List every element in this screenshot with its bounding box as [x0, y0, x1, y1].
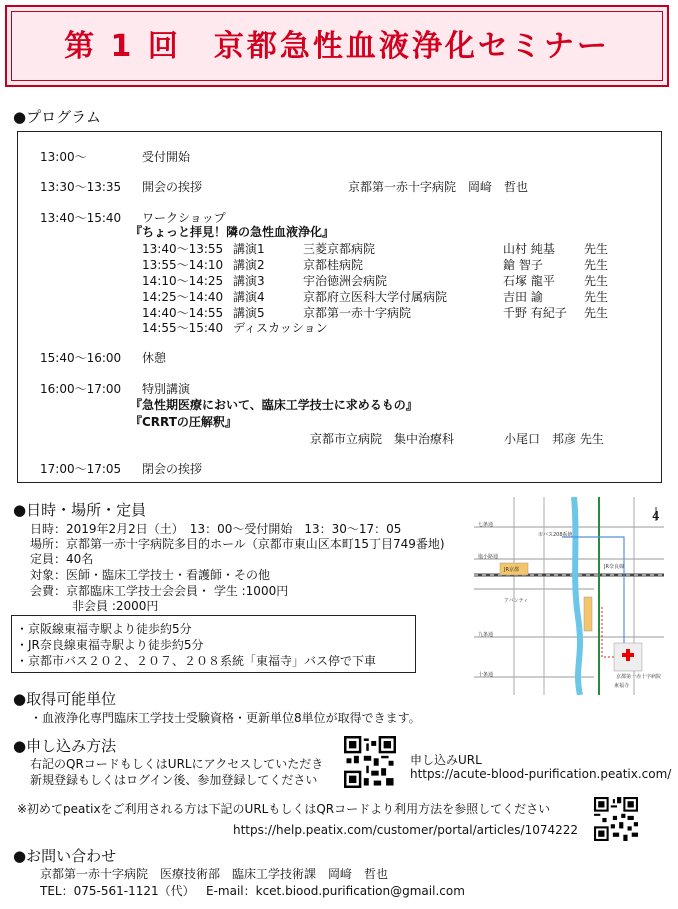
compass-north-icon: 4 — [652, 509, 660, 523]
workshop-title: 『ちょっと拝見！隣の急性血液浄化』 — [130, 225, 335, 239]
apply-line-1: 右記のQRコードもしくはURLにアクセスしていただき — [30, 757, 324, 771]
apply-url-label: 申し込みURL — [410, 753, 482, 767]
info-fee-member: 会費：京都臨床工学技士会会員・ 学生 :1000円 — [30, 584, 289, 598]
map-label: 七条通 — [478, 522, 494, 528]
info-fee-nonmember: 非会員 :2000円 — [72, 599, 159, 613]
contact-email[interactable]: E-mail：kcet.biood.purification@gmail.com — [206, 884, 465, 898]
program-time: 13:00〜 — [40, 150, 87, 164]
talk-hospital: 京都桂病院 — [303, 258, 364, 272]
apply-url-link[interactable]: https://acute-blood-purification.peatix.com/ — [410, 767, 672, 781]
talk-time: 14:10〜14:25 — [142, 274, 224, 288]
talk-suffix: 先生 — [584, 258, 609, 272]
talk-suffix: 先生 — [584, 274, 609, 288]
map-label: 十条通 — [478, 672, 494, 678]
talk-time: 13:40〜13:55 — [142, 242, 224, 256]
special-title-1: 『急性期医療において、臨床工学技士に求めるもの』 — [130, 398, 418, 412]
map-label: 塩小路通 — [478, 554, 499, 560]
program-label: 特別講演 — [142, 382, 191, 396]
program-label: 受付開始 — [142, 150, 191, 164]
talk-speaker: 山村 純基 — [503, 242, 555, 256]
program-time: 13:30〜13:35 — [40, 180, 122, 194]
talk-hospital: 三菱京都病院 — [303, 242, 376, 256]
map-label: アバンティ — [504, 598, 529, 604]
special-hospital: 京都市立病院 集中治療科 — [310, 432, 455, 446]
special-title-2: 『CRRTの圧解釈』 — [130, 415, 237, 429]
talk-time: 13:55〜14:10 — [142, 258, 224, 272]
talk-number: ディスカッション — [233, 321, 328, 335]
map-label: 九条通 — [478, 632, 494, 638]
contact-org: 京都第一赤十字病院 医療技術部 臨床工学技術課 岡﨑 哲也 — [40, 867, 389, 881]
apply-heading: ●申し込み方法 — [13, 737, 117, 755]
program-time: 13:40〜15:40 — [40, 211, 122, 225]
contact-tel: TEL：075-561-1121（代） — [40, 884, 195, 898]
talk-number: 講演1 — [233, 242, 265, 256]
credits-heading: ●取得可能単位 — [13, 690, 117, 708]
map-label: JR奈良線 — [604, 564, 624, 570]
qr-code-icon — [594, 797, 638, 841]
talk-time: 14:25〜14:40 — [142, 290, 224, 304]
talk-number: 講演5 — [233, 306, 265, 320]
apply-qr-code[interactable] — [344, 736, 396, 788]
talk-suffix: 先生 — [584, 242, 609, 256]
info-target: 対象：医師・臨床工学技士・看護師・その他 — [30, 568, 271, 582]
apply-line-2: 新規登録もしくはログイン後、参加登録してください — [30, 773, 318, 787]
map-label: 東福寺 — [614, 683, 630, 689]
talk-hospital: 京都第一赤十字病院 — [303, 306, 412, 320]
talk-speaker: 吉田 諭 — [503, 290, 543, 304]
map-label: 京都第一赤十字病院 — [616, 674, 662, 680]
page-title: 第 1 回 京都急性血液浄化セミナー — [64, 29, 610, 64]
talk-number: 講演2 — [233, 258, 265, 272]
talk-number: 講演3 — [233, 274, 265, 288]
program-time: 17:00〜17:05 — [40, 462, 122, 476]
access-line: ・京都市バス２０２、２０７、２０８系統「東福寺」バス停で下車 — [16, 654, 377, 668]
talk-speaker: 石塚 龍平 — [503, 274, 555, 288]
info-capacity: 定員：40名 — [30, 552, 94, 566]
program-label: 開会の挨拶 — [142, 180, 203, 194]
access-map — [474, 497, 664, 695]
program-label: 閉会の挨拶 — [142, 462, 203, 476]
map-graphic — [474, 497, 664, 695]
map-label: JR京都 — [504, 567, 519, 573]
talk-hospital: 京都府立医科大学付属病院 — [303, 290, 448, 304]
program-time: 16:00〜17:00 — [40, 382, 122, 396]
program-time: 15:40〜16:00 — [40, 351, 122, 365]
access-line: ・JR奈良線東福寺駅より徒歩約5分 — [16, 638, 204, 652]
program-speaker: 京都第一赤十字病院 岡﨑 哲也 — [348, 180, 529, 194]
contact-heading: ●お問い合わせ — [13, 847, 117, 865]
talk-speaker: 鎗 智子 — [503, 258, 543, 272]
talk-speaker: 千野 有紀子 — [503, 306, 567, 320]
info-date: 日時：2019年2月2日（土） 13：00〜受付開始 13：30〜17：05 — [30, 522, 402, 536]
special-speaker: 小尾口 邦彦 先生 — [504, 432, 604, 446]
info-heading: ●日時・場所・定員 — [13, 501, 147, 519]
help-qr-code[interactable] — [594, 797, 638, 841]
info-place: 場所：京都第一赤十字病院多目的ホール（京都市東山区本町15丁目749番地) — [30, 537, 445, 551]
talk-suffix: 先生 — [584, 290, 609, 304]
program-heading: ●プログラム — [13, 108, 101, 126]
talk-time: 14:55〜15:40 — [142, 321, 224, 335]
qr-code-icon — [344, 736, 396, 788]
talk-hospital: 宇治徳洲会病院 — [303, 274, 388, 288]
apply-note: ※初めてpeatixをご利用される方は下記のURLもしくはQRコードより利用方法を参照してください — [17, 802, 551, 816]
credits-text: ・血液浄化専門臨床工学技士受験資格・更新単位8単位が取得できます。 — [30, 711, 421, 725]
talk-time: 14:40〜14:55 — [142, 306, 224, 320]
program-label: 休憩 — [142, 351, 167, 365]
program-label: ワークショップ — [142, 211, 226, 225]
help-url-link[interactable]: https://help.peatix.com/customer/portal/articles/1074222 — [233, 823, 579, 837]
title-banner — [5, 5, 669, 87]
map-label: 市バス208系統 — [538, 532, 573, 538]
talk-suffix: 先生 — [584, 306, 609, 320]
talk-number: 講演4 — [233, 290, 265, 304]
access-line: ・京阪線東福寺駅より徒歩約5分 — [16, 622, 192, 636]
